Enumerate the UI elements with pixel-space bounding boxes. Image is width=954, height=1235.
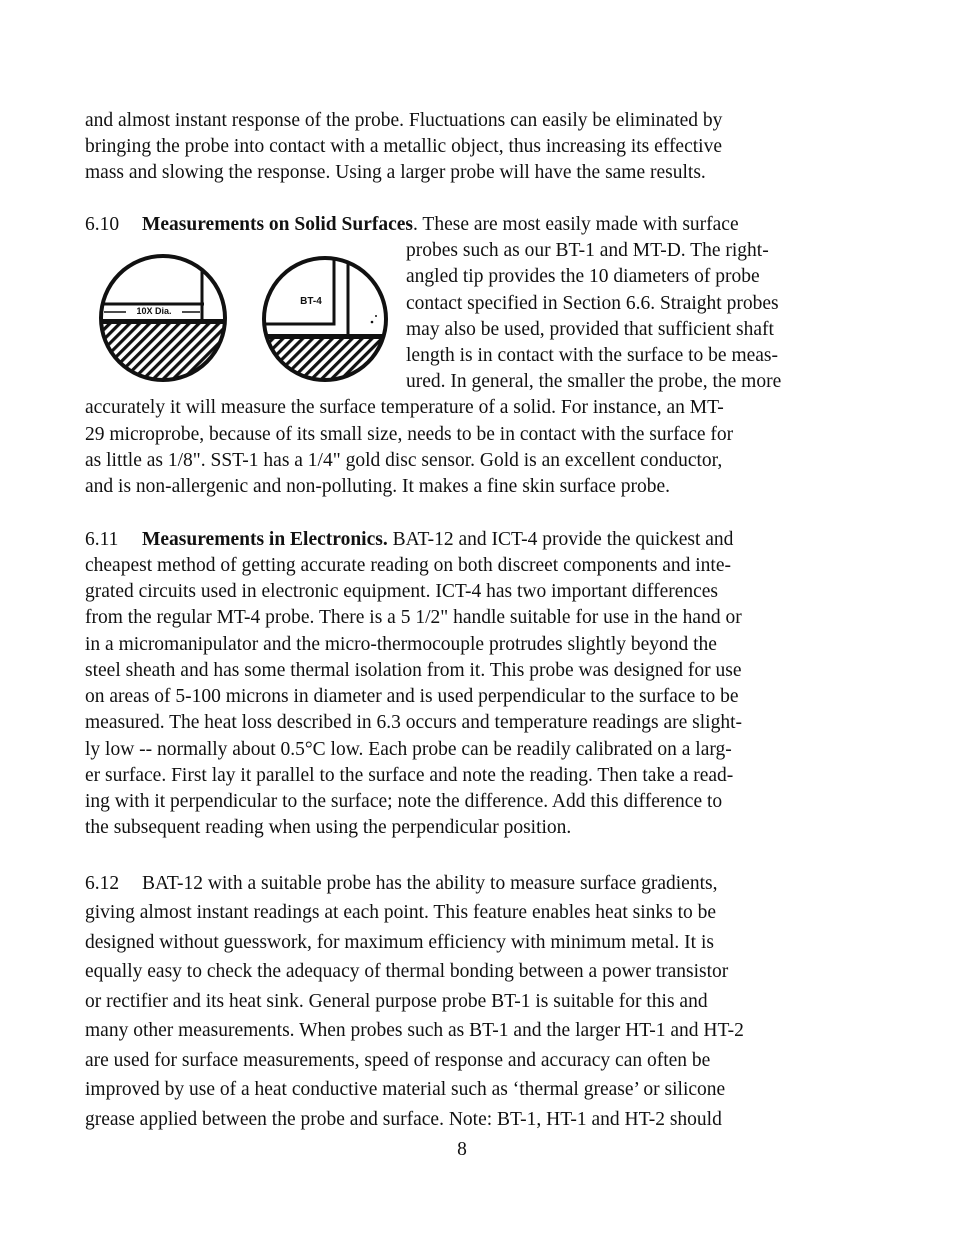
paragraph-line: er surface. First lay it parallel to the surface and note the reading. Then take a read-	[85, 765, 734, 786]
paragraph-line: giving almost instant readings at each point. This feature enables heat sinks to be	[85, 902, 717, 923]
paragraph-line: accurately it will measure the surface temperature of a solid. For instance, an MT-	[85, 397, 724, 418]
section-text: . These are most easily made with surface	[413, 214, 739, 235]
section-title: Measurements in Electronics.	[142, 529, 388, 550]
paragraph-line: bringing the probe into contact with a metallic object, thus increasing its effective	[85, 136, 722, 157]
paragraph-line: or rectifier and its heat sink. General purpose probe BT-1 is suitable for this and	[85, 991, 708, 1012]
page-number: 8	[457, 1139, 467, 1160]
paragraph-line: mass and slowing the response. Using a larger probe will have the same results.	[85, 162, 706, 183]
paragraph-line: may also be used, provided that sufficient shaft	[406, 319, 774, 340]
ten-x-dia-label: 10X Dia.	[136, 306, 172, 316]
right-angle-probe-diagram	[252, 250, 397, 388]
section-612-heading	[85, 871, 717, 897]
straight-probe-diagram	[92, 250, 242, 388]
section-title: Measurements on Solid Surfaces	[142, 214, 414, 235]
paragraph-line: the subsequent reading when using the perpendicular position.	[85, 817, 572, 838]
paragraph-line: ured. In general, the smaller the probe, the more	[406, 371, 782, 392]
bt4-label: BT-4	[300, 296, 322, 307]
paragraph-line: steel sheath and has some thermal isolation from it. This probe was designed for use	[85, 660, 742, 681]
paragraph-line: length is in contact with the surface to be meas-	[406, 345, 779, 366]
paragraph-line: are used for surface measurements, speed of response and accuracy can often be	[85, 1050, 711, 1071]
paragraph-line: angled tip provides the 10 diameters of probe	[406, 266, 760, 287]
paragraph-line: ly low -- normally about 0.5°C low. Each probe can be readily calibrated on a larg-	[85, 739, 732, 760]
paragraph-line: and is non-allergenic and non-polluting. It makes a fine skin surface probe.	[85, 476, 671, 497]
paragraph-line: as little as 1/8". SST-1 has a 1/4" gold disc sensor. Gold is an excellent conductor,	[85, 450, 723, 471]
paragraph-line: contact specified in Section 6.6. Straight probes	[406, 293, 779, 314]
paragraph-line: grease applied between the probe and surface. Note: BT-1, HT-1 and HT-2 should	[85, 1109, 722, 1130]
paragraph-line: equally easy to check the adequacy of thermal bonding between a power transistor	[85, 961, 729, 982]
section-text: BAT-12 and ICT-4 provide the quickest and	[387, 529, 734, 550]
paragraph-line: 29 microprobe, because of its small size, needs to be in contact with the surface for	[85, 424, 734, 445]
section-number: 6.12	[85, 873, 120, 894]
paragraph-line: and almost instant response of the probe. Fluctuations can easily be eliminated by	[85, 110, 723, 131]
section-number: 6.10	[85, 214, 120, 235]
paragraph-line: probes such as our BT-1 and MT-D. The right-	[406, 240, 769, 261]
paragraph-line: on areas of 5-100 microns in diameter and is used perpendicular to the surface to be	[85, 686, 739, 707]
section-611-heading	[85, 527, 733, 553]
paragraph-line: from the regular MT-4 probe. There is a 5 1/2" handle suitable for use in the hand or	[85, 607, 742, 628]
paragraph-line: grated circuits used in electronic equipment. ICT-4 has two important differences	[85, 581, 719, 602]
probe-contact-figure	[92, 250, 397, 388]
section-text: BAT-12 with a suitable probe has the ability to measure surface gradients,	[142, 873, 718, 894]
paragraph-line: in a micromanipulator and the micro-thermocouple protrudes slightly beyond the	[85, 634, 717, 655]
paragraph-line: measured. The heat loss described in 6.3 occurs and temperature readings are slight-	[85, 712, 742, 733]
paragraph-line: designed without guesswork, for maximum efficiency with minimum metal. It is	[85, 932, 714, 953]
paragraph-line: cheapest method of getting accurate reading on both discreet components and inte-	[85, 555, 731, 576]
paragraph-line: many other measurements. When probes such as BT-1 and the larger HT-1 and HT-2	[85, 1020, 744, 1041]
section-number: 6.11	[85, 529, 119, 550]
paragraph-line: ing with it perpendicular to the surface; note the difference. Add this difference to	[85, 791, 723, 812]
paragraph-line: improved by use of a heat conductive material such as ‘thermal grease’ or silicone	[85, 1079, 726, 1100]
section-610-heading	[85, 212, 739, 238]
